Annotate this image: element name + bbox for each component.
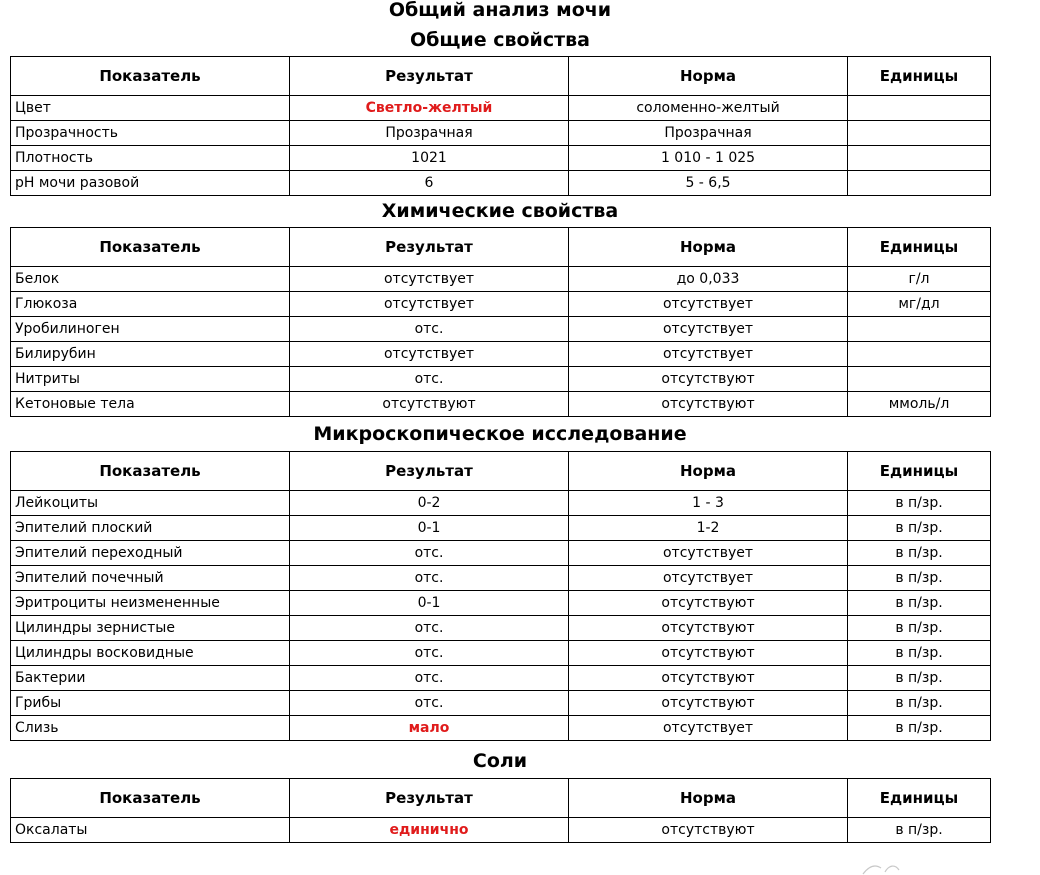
cell-units: [848, 342, 991, 367]
cell-result: отс.: [290, 566, 569, 591]
cell-indicator: Эритроциты неизмененные: [11, 591, 290, 616]
cell-norm: отсутствует: [569, 292, 848, 317]
section-title-salts: Соли: [472, 750, 528, 772]
cell-indicator: Цилиндры восковидные: [11, 641, 290, 666]
cell-units: [848, 96, 991, 121]
table-row: [11, 317, 991, 342]
table-header-row: [11, 228, 991, 267]
table-row: [11, 516, 991, 541]
cell-result: отсутствует: [290, 292, 569, 317]
cell-units: [848, 146, 991, 171]
table-row: [11, 566, 991, 591]
cell-result: отс.: [290, 541, 569, 566]
cell-indicator: Прозрачность: [11, 121, 290, 146]
col-header-result: Результат: [290, 452, 569, 491]
cell-result: отс.: [290, 641, 569, 666]
cell-result: отсутствует: [290, 342, 569, 367]
cell-result: отс.: [290, 666, 569, 691]
cell-indicator: Эпителий переходный: [11, 541, 290, 566]
table-row: [11, 616, 991, 641]
table-row: [11, 691, 991, 716]
cell-norm: отсутствуют: [569, 691, 848, 716]
cell-result: отсутствует: [290, 267, 569, 292]
table-row: [11, 491, 991, 516]
cell-result: Прозрачная: [290, 121, 569, 146]
cell-units: ммоль/л: [848, 392, 991, 417]
cell-units: в п/зр.: [848, 641, 991, 666]
cell-norm: отсутствует: [569, 342, 848, 367]
abnormal-result-value: Светло-желтый: [365, 100, 493, 116]
cell-units: мг/дл: [848, 292, 991, 317]
table-row: [11, 292, 991, 317]
cell-result: [290, 818, 569, 843]
cell-units: в п/зр.: [848, 616, 991, 641]
cell-result: отсутствуют: [290, 392, 569, 417]
section-title-chemical: Химические свойства: [381, 200, 619, 222]
table-general: [10, 56, 991, 196]
cell-norm: отсутствуют: [569, 367, 848, 392]
cell-norm: соломенно-желтый: [569, 96, 848, 121]
cell-indicator: Белок: [11, 267, 290, 292]
cell-result: 0-1: [290, 591, 569, 616]
table-row: [11, 367, 991, 392]
cell-units: [848, 121, 991, 146]
cell-indicator: Оксалаты: [11, 818, 290, 843]
cell-norm: отсутствуют: [569, 591, 848, 616]
cell-indicator: Уробилиноген: [11, 317, 290, 342]
cell-units: в п/зр.: [848, 666, 991, 691]
table-header-row: [11, 779, 991, 818]
section-title-general: Общие свойства: [409, 29, 590, 51]
cell-norm: отсутствуют: [569, 818, 848, 843]
cell-result: 1021: [290, 146, 569, 171]
col-header-norm: Норма: [569, 57, 848, 96]
cell-indicator: Кетоновые тела: [11, 392, 290, 417]
table-microscopic: [10, 451, 991, 741]
col-header-units: Единицы: [848, 452, 991, 491]
cell-units: в п/зр.: [848, 818, 991, 843]
cell-indicator: Цилиндры зернистые: [11, 616, 290, 641]
table-row: [11, 267, 991, 292]
cell-norm: отсутствует: [569, 317, 848, 342]
cell-indicator: Билирубин: [11, 342, 290, 367]
cell-result: 6: [290, 171, 569, 196]
cell-indicator: Бактерии: [11, 666, 290, 691]
cell-result: отс.: [290, 691, 569, 716]
cell-indicator: Нитриты: [11, 367, 290, 392]
cell-norm: до 0,033: [569, 267, 848, 292]
page-title: Общий анализ мочи: [388, 0, 612, 21]
col-header-indicator: Показатель: [11, 228, 290, 267]
table-row: [11, 666, 991, 691]
col-header-indicator: Показатель: [11, 57, 290, 96]
cell-norm: отсутствуют: [569, 616, 848, 641]
cell-units: в п/зр.: [848, 491, 991, 516]
cell-result: 0-1: [290, 516, 569, 541]
cell-norm: Прозрачная: [569, 121, 848, 146]
cell-units: г/л: [848, 267, 991, 292]
abnormal-result-value: единично: [389, 822, 469, 838]
cell-norm: 5 - 6,5: [569, 171, 848, 196]
table-row: [11, 96, 991, 121]
cell-indicator: Цвет: [11, 96, 290, 121]
table-header-row: [11, 57, 991, 96]
cell-norm: отсутствует: [569, 566, 848, 591]
table-row: [11, 392, 991, 417]
section-title-microscopic: Микроскопическое исследование: [313, 423, 687, 445]
table-row: [11, 641, 991, 666]
cell-result: [290, 716, 569, 741]
col-header-norm: Норма: [569, 779, 848, 818]
cell-units: [848, 317, 991, 342]
cell-norm: отсутствуют: [569, 641, 848, 666]
col-header-indicator: Показатель: [11, 779, 290, 818]
cell-result: 0-2: [290, 491, 569, 516]
cell-indicator: Лейкоциты: [11, 491, 290, 516]
cell-norm: отсутствует: [569, 541, 848, 566]
cell-indicator: Слизь: [11, 716, 290, 741]
col-header-result: Результат: [290, 228, 569, 267]
table-row: [11, 541, 991, 566]
cell-result: отс.: [290, 367, 569, 392]
cell-units: [848, 171, 991, 196]
col-header-norm: Норма: [569, 452, 848, 491]
table-salts: [10, 778, 991, 843]
cell-indicator: pH мочи разовой: [11, 171, 290, 196]
cell-result: отс.: [290, 616, 569, 641]
col-header-units: Единицы: [848, 57, 991, 96]
cell-indicator: Глюкоза: [11, 292, 290, 317]
col-header-norm: Норма: [569, 228, 848, 267]
cell-units: в п/зр.: [848, 516, 991, 541]
faint-stamp-mark: [855, 862, 915, 875]
cell-units: в п/зр.: [848, 591, 991, 616]
cell-result: [290, 96, 569, 121]
col-header-result: Результат: [290, 57, 569, 96]
table-header-row: [11, 452, 991, 491]
table-chemical: [10, 227, 991, 417]
col-header-indicator: Показатель: [11, 452, 290, 491]
table-row: [11, 121, 991, 146]
col-header-units: Единицы: [848, 228, 991, 267]
cell-norm: 1-2: [569, 516, 848, 541]
cell-result: отс.: [290, 317, 569, 342]
cell-indicator: Эпителий почечный: [11, 566, 290, 591]
abnormal-result-value: мало: [408, 720, 450, 736]
cell-units: в п/зр.: [848, 541, 991, 566]
table-row: [11, 146, 991, 171]
table-row: [11, 591, 991, 616]
cell-indicator: Грибы: [11, 691, 290, 716]
table-row: [11, 716, 991, 741]
table-row: [11, 342, 991, 367]
cell-norm: отсутствует: [569, 716, 848, 741]
table-row: [11, 818, 991, 843]
cell-indicator: Плотность: [11, 146, 290, 171]
col-header-result: Результат: [290, 779, 569, 818]
col-header-units: Единицы: [848, 779, 991, 818]
cell-units: [848, 367, 991, 392]
cell-norm: 1 - 3: [569, 491, 848, 516]
cell-norm: 1 010 - 1 025: [569, 146, 848, 171]
cell-indicator: Эпителий плоский: [11, 516, 290, 541]
cell-norm: отсутствуют: [569, 392, 848, 417]
cell-norm: отсутствуют: [569, 666, 848, 691]
table-row: [11, 171, 991, 196]
cell-units: в п/зр.: [848, 691, 991, 716]
cell-units: в п/зр.: [848, 716, 991, 741]
cell-units: в п/зр.: [848, 566, 991, 591]
